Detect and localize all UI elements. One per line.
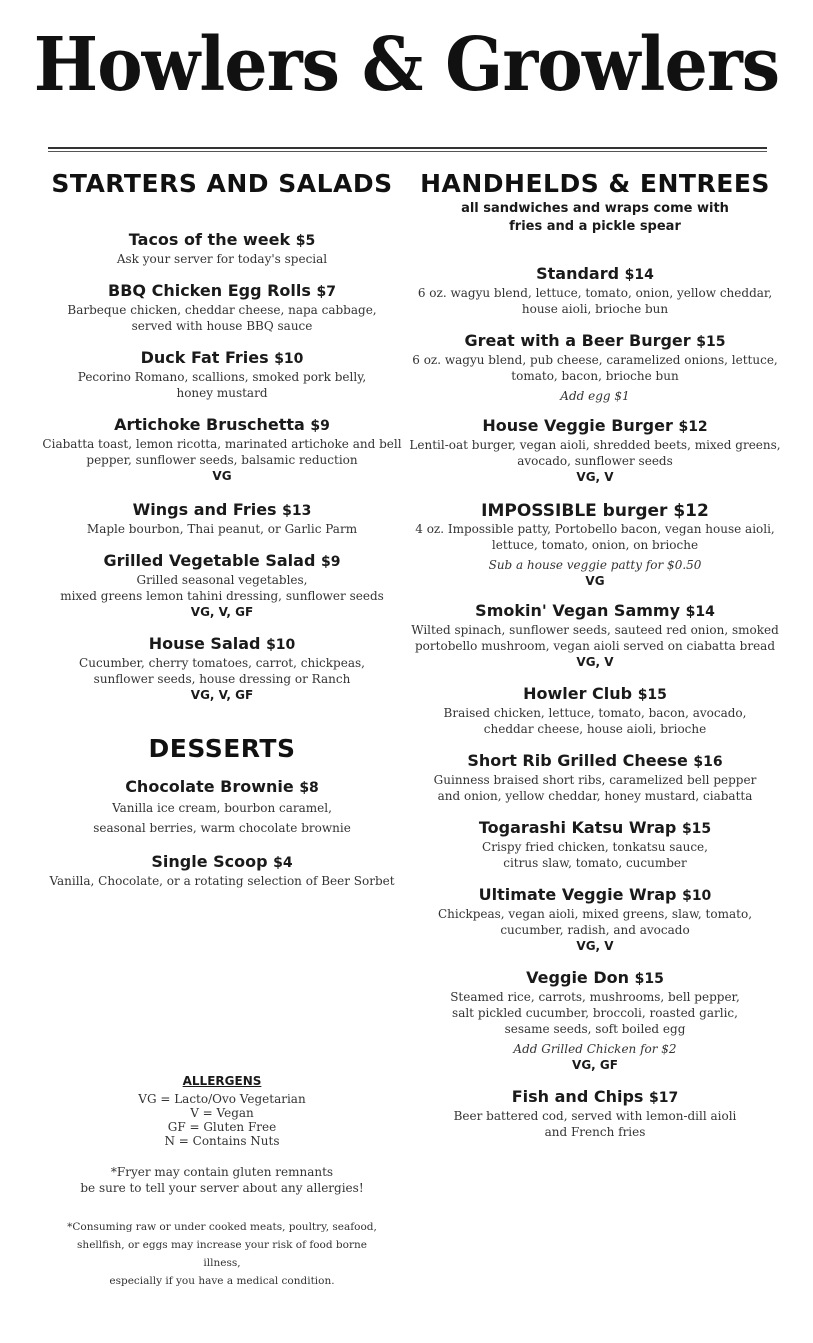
item-name: Tacos of the week $5 — [128, 230, 316, 249]
item-note: Add egg $1 — [560, 389, 630, 403]
item-tags: VG — [585, 574, 605, 588]
menu-item — [36, 634, 408, 703]
menu-item — [36, 281, 408, 334]
item-name: Artichoke Bruschetta $9 — [114, 415, 330, 434]
allergens-title: ALLERGENS — [182, 1074, 262, 1088]
item-price: $16 — [693, 754, 723, 770]
allergen-line: V = Vegan — [190, 1106, 254, 1120]
menu-item — [404, 501, 786, 589]
item-name: House Salad $10 — [148, 634, 296, 653]
item-name: Ultimate Veggie Wrap $10 — [478, 885, 712, 904]
item-name: Fish and Chips $17 — [511, 1087, 679, 1106]
header-divider-thin — [48, 151, 767, 152]
desserts-title: DESSERTS — [148, 734, 296, 763]
item-price: $10 — [682, 888, 712, 904]
item-description: Lentil-oat burger, vegan aioli, shredded beets, mixed greens, avocado, sunflower seeds — [409, 438, 781, 468]
item-description: 4 oz. Impossible patty, Portobello bacon, vegan house aioli, lettuce, tomato, onion, on brioche — [415, 522, 775, 552]
item-name: Short Rib Grilled Cheese $16 — [467, 751, 723, 770]
header-divider — [48, 147, 767, 149]
allergen-line: VG = Lacto/Ovo Vegetarian — [138, 1092, 306, 1106]
item-price: $9 — [310, 418, 330, 434]
menu-item — [404, 818, 786, 871]
item-price: $8 — [299, 780, 319, 796]
item-price: $10 — [266, 637, 296, 653]
menu-item — [36, 500, 408, 537]
restaurant-logo: Howlers & Growlers — [33, 22, 780, 108]
item-name: Howler Club $15 — [523, 684, 667, 703]
item-description: 6 oz. wagyu blend, pub cheese, caramelized onions, lettuce, tomato, bacon, brioche bun — [412, 353, 778, 383]
item-tags: VG, V — [576, 470, 614, 484]
menu-item — [404, 264, 786, 317]
item-note: Add Grilled Chicken for $2 — [513, 1042, 677, 1056]
item-price: $5 — [295, 233, 316, 249]
item-description: Braised chicken, lettuce, tomato, bacon, avocado, cheddar cheese, house aioli, brioche — [443, 706, 747, 736]
menu-item — [404, 751, 786, 804]
item-description: Maple bourbon, Thai peanut, or Garlic Parm — [86, 522, 358, 536]
item-tags: VG, V — [576, 655, 614, 669]
item-name: Great with a Beer Burger $15 — [464, 331, 726, 350]
starters-title: STARTERS AND SALADS — [51, 169, 393, 198]
menu-item — [404, 601, 786, 670]
item-name: Chocolate Brownie $8 — [125, 777, 319, 796]
menu-item — [36, 852, 408, 889]
right-column — [404, 168, 786, 1140]
item-price: $4 — [273, 855, 293, 871]
item-price: $17 — [649, 1090, 679, 1106]
item-note: Sub a house veggie patty for $0.50 — [488, 558, 702, 572]
item-price: $12 — [673, 501, 709, 521]
item-description: Wilted spinach, sunflower seeds, sauteed red onion, smoked portobello mushroom, vegan aioli served on ciabatta bread — [411, 623, 779, 653]
item-price: $10 — [274, 351, 304, 367]
item-price: $9 — [320, 554, 341, 570]
item-name: Standard $14 — [536, 264, 654, 283]
allergens-block — [60, 1074, 384, 1290]
item-name: House Veggie Burger $12 — [482, 416, 708, 435]
fryer-note: *Fryer may contain gluten remnants be sure to tell your server about any allergies! — [80, 1165, 364, 1195]
item-name: Smokin' Vegan Sammy $14 — [475, 601, 715, 620]
item-description: Crispy fried chicken, tonkatsu sauce, citrus slaw, tomato, cucumber — [482, 840, 708, 870]
left-column — [36, 168, 408, 889]
allergen-line: GF = Gluten Free — [167, 1120, 277, 1134]
item-description: Pecorino Romano, scallions, smoked pork belly, honey mustard — [77, 370, 367, 400]
menu-item — [36, 551, 408, 620]
item-description: 6 oz. wagyu blend, lettuce, tomato, onion, yellow cheddar, house aioli, brioche bun — [417, 286, 773, 316]
item-description: Barbeque chicken, cheddar cheese, napa cabbage, served with house BBQ sauce — [67, 303, 377, 333]
item-price: $14 — [624, 267, 654, 283]
item-description: Guinness braised short ribs, caramelized bell pepper and onion, yellow cheddar, honey mustard, ciabatta — [433, 773, 757, 803]
allergen-line: N = Contains Nuts — [164, 1134, 280, 1148]
item-tags: VG, GF — [572, 1058, 618, 1072]
item-price: $12 — [678, 419, 708, 435]
item-description: Cucumber, cherry tomatoes, carrot, chickpeas, sunflower seeds, house dressing or Ranch — [79, 656, 365, 686]
item-description: Ask your server for today's special — [116, 252, 328, 266]
item-description: Chickpeas, vegan aioli, mixed greens, slaw, tomato, cucumber, radish, and avocado — [437, 907, 753, 937]
item-price: $7 — [316, 284, 336, 300]
item-name: Single Scoop $4 — [151, 852, 293, 871]
item-price: $15 — [634, 971, 664, 987]
menu-item — [36, 415, 408, 484]
item-description: Steamed rice, carrots, mushrooms, bell pepper, salt pickled cucumber, broccoli, roasted garlic, sesame seeds, soft boiled egg — [450, 990, 740, 1036]
item-tags: VG, V, GF — [190, 688, 254, 702]
menu-item — [36, 777, 408, 838]
item-name: Togarashi Katsu Wrap $15 — [478, 818, 712, 837]
item-price: $15 — [696, 334, 726, 350]
menu-item — [36, 230, 408, 267]
handhelds-subtitle: all sandwiches and wraps come with fries and a pickle spear — [461, 201, 729, 234]
item-name: BBQ Chicken Egg Rolls $7 — [108, 281, 336, 300]
handhelds-title: HANDHELDS & ENTREES — [420, 169, 770, 198]
item-description: Grilled seasonal vegetables, mixed greens lemon tahini dressing, sunflower seeds — [60, 573, 384, 603]
item-description: Beer battered cod, served with lemon-dill aioli and French fries — [453, 1109, 737, 1139]
item-name: Wings and Fries $13 — [132, 500, 312, 519]
raw-food-note: *Consuming raw or under cooked meats, poultry, seafood, shellfish, or eggs may increase your risk of food borne illness, especially if you have a medical condition. — [67, 1221, 377, 1287]
menu-item — [404, 416, 786, 485]
item-tags: VG, V, GF — [190, 605, 254, 619]
menu-item — [404, 885, 786, 954]
item-price: $14 — [685, 604, 715, 620]
menu-item — [36, 348, 408, 401]
item-price: $15 — [637, 687, 667, 703]
item-description: Ciabatta toast, lemon ricotta, marinated artichoke and bell pepper, sunflower seeds, balsamic reduction — [42, 437, 402, 467]
item-tags: VG — [212, 469, 232, 483]
menu-item — [404, 1087, 786, 1140]
item-description: Vanilla, Chocolate, or a rotating selection of Beer Sorbet — [49, 874, 395, 888]
menu-item — [404, 968, 786, 1073]
menu-item — [404, 331, 786, 404]
item-price: $15 — [681, 821, 712, 837]
item-name: Grilled Vegetable Salad $9 — [103, 551, 341, 570]
item-description: Vanilla ice cream, bourbon caramel, seasonal berries, warm chocolate brownie — [93, 801, 351, 835]
item-tags: VG, V — [576, 939, 614, 953]
item-name: Duck Fat Fries $10 — [140, 348, 304, 367]
item-name: IMPOSSIBLE burger $12 — [481, 501, 709, 521]
menu-item — [404, 684, 786, 737]
item-price: $13 — [282, 503, 312, 519]
item-name: Veggie Don $15 — [526, 968, 664, 987]
